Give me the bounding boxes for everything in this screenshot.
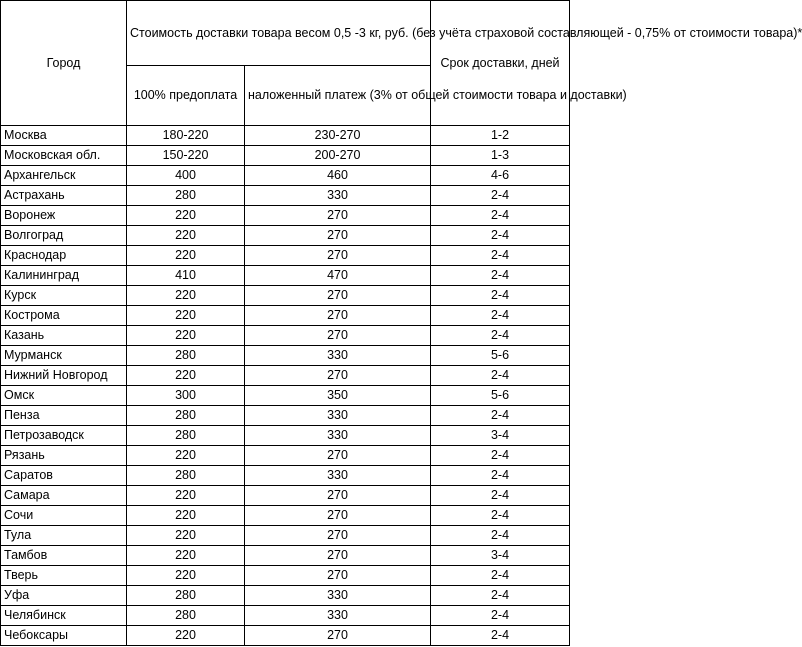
cod-cost-cell: 330 [245,466,431,486]
table-row [1,326,570,346]
prepayment-cost-cell: 150-220 [127,146,245,166]
table-row [1,486,570,506]
table-row [1,346,570,366]
table-row [1,266,570,286]
city-cell: Самара [1,486,127,506]
city-cell: Саратов [1,466,127,486]
prepayment-cost-cell: 280 [127,426,245,446]
prepayment-cost-cell: 220 [127,546,245,566]
cod-cost-cell: 330 [245,346,431,366]
delivery-term-cell: 1-3 [431,146,570,166]
table-row [1,626,570,646]
city-cell: Мурманск [1,346,127,366]
prepayment-cost-cell: 410 [127,266,245,286]
delivery-term-cell: 4-6 [431,166,570,186]
cod-cost-cell: 270 [245,546,431,566]
city-cell: Омск [1,386,127,406]
table-row [1,146,570,166]
delivery-term-cell: 2-4 [431,326,570,346]
delivery-term-cell: 2-4 [431,526,570,546]
delivery-term-cell: 1-2 [431,126,570,146]
table-row [1,366,570,386]
delivery-term-cell: 2-4 [431,206,570,226]
delivery-term-cell: 2-4 [431,226,570,246]
city-cell: Казань [1,326,127,346]
city-cell: Краснодар [1,246,127,266]
cod-cost-cell: 270 [245,566,431,586]
delivery-term-cell: 2-4 [431,626,570,646]
city-cell: Чебоксары [1,626,127,646]
city-cell: Архангельск [1,166,127,186]
table-header [1,1,802,126]
cod-cost-cell: 270 [245,486,431,506]
prepayment-cost-cell: 220 [127,506,245,526]
table-row [1,546,570,566]
city-cell: Петрозаводск [1,426,127,446]
prepayment-cost-cell: 220 [127,326,245,346]
city-cell: Курск [1,286,127,306]
table-row [1,606,570,626]
cod-cost-cell: 270 [245,626,431,646]
city-cell: Тверь [1,566,127,586]
cod-cost-cell: 330 [245,426,431,446]
cod-cost-cell: 460 [245,166,431,186]
prepayment-cost-cell: 220 [127,246,245,266]
city-cell: Тула [1,526,127,546]
header-city: Город [1,1,127,126]
delivery-term-cell: 2-4 [431,486,570,506]
prepayment-cost-cell: 180-220 [127,126,245,146]
delivery-term-cell: 2-4 [431,266,570,286]
delivery-term-cell: 2-4 [431,566,570,586]
table-row [1,306,570,326]
table-body [1,126,570,646]
cod-cost-cell: 270 [245,306,431,326]
prepayment-cost-cell: 220 [127,626,245,646]
prepayment-cost-cell: 280 [127,406,245,426]
city-cell: Москва [1,126,127,146]
prepayment-cost-cell: 400 [127,166,245,186]
city-cell: Нижний Новгород [1,366,127,386]
prepayment-cost-cell: 280 [127,186,245,206]
city-cell: Уфа [1,586,127,606]
city-cell: Калининград [1,266,127,286]
delivery-term-cell: 5-6 [431,346,570,366]
cod-cost-cell: 200-270 [245,146,431,166]
delivery-term-cell: 2-4 [431,506,570,526]
header-cash-on-delivery: наложенный платеж (3% от общей стоимости товара и доставки) [245,65,431,125]
city-cell: Пенза [1,406,127,426]
table-row [1,466,570,486]
prepayment-cost-cell: 220 [127,306,245,326]
cod-cost-cell: 270 [245,506,431,526]
table-row [1,446,570,466]
cod-cost-cell: 270 [245,326,431,346]
cod-cost-cell: 270 [245,366,431,386]
table-row [1,186,570,206]
delivery-term-cell: 2-4 [431,606,570,626]
prepayment-cost-cell: 220 [127,486,245,506]
prepayment-cost-cell: 220 [127,206,245,226]
prepayment-cost-cell: 280 [127,466,245,486]
prepayment-cost-cell: 220 [127,286,245,306]
table-row [1,566,570,586]
table-row [1,246,570,266]
delivery-term-cell: 5-6 [431,386,570,406]
table-row [1,586,570,606]
table-row [1,166,570,186]
prepayment-cost-cell: 300 [127,386,245,406]
header-prepayment: 100% предоплата [127,65,245,125]
prepayment-cost-cell: 280 [127,606,245,626]
city-cell: Рязань [1,446,127,466]
delivery-term-cell: 3-4 [431,546,570,566]
cod-cost-cell: 230-270 [245,126,431,146]
cod-cost-cell: 270 [245,446,431,466]
table-row [1,406,570,426]
table-row [1,126,570,146]
header-delivery-term: Срок доставки, дней [431,1,570,126]
prepayment-cost-cell: 220 [127,226,245,246]
delivery-term-cell: 2-4 [431,306,570,326]
cod-cost-cell: 330 [245,606,431,626]
delivery-term-cell: 2-4 [431,246,570,266]
delivery-term-cell: 3-4 [431,426,570,446]
city-cell: Волгоград [1,226,127,246]
cod-cost-cell: 330 [245,186,431,206]
prepayment-cost-cell: 280 [127,586,245,606]
prepayment-cost-cell: 220 [127,446,245,466]
city-cell: Сочи [1,506,127,526]
table-row [1,386,570,406]
table-row [1,506,570,526]
table-row [1,206,570,226]
cod-cost-cell: 470 [245,266,431,286]
city-cell: Кострома [1,306,127,326]
city-cell: Челябинск [1,606,127,626]
table-row [1,526,570,546]
prepayment-cost-cell: 220 [127,526,245,546]
cod-cost-cell: 330 [245,586,431,606]
cod-cost-cell: 270 [245,246,431,266]
header-delivery-cost: Стоимость доставки товара весом 0,5 -3 кг, руб. (без учёта страховой составляющей - 0,75% от стоимости товара)* [127,1,431,66]
cod-cost-cell: 270 [245,286,431,306]
delivery-term-cell: 2-4 [431,366,570,386]
delivery-term-cell: 2-4 [431,446,570,466]
prepayment-cost-cell: 220 [127,366,245,386]
cod-cost-cell: 330 [245,406,431,426]
cod-cost-cell: 270 [245,526,431,546]
cod-cost-cell: 270 [245,206,431,226]
prepayment-cost-cell: 280 [127,346,245,366]
cod-cost-cell: 350 [245,386,431,406]
delivery-term-cell: 2-4 [431,406,570,426]
city-cell: Московская обл. [1,146,127,166]
table-row [1,286,570,306]
city-cell: Воронеж [1,206,127,226]
prepayment-cost-cell: 220 [127,566,245,586]
table-row [1,226,570,246]
header-row-top [1,1,570,66]
cod-cost-cell: 270 [245,226,431,246]
delivery-term-cell: 2-4 [431,586,570,606]
city-cell: Тамбов [1,546,127,566]
table-row [1,426,570,446]
delivery-term-cell: 2-4 [431,466,570,486]
delivery-term-cell: 2-4 [431,286,570,306]
city-cell: Астрахань [1,186,127,206]
delivery-term-cell: 2-4 [431,186,570,206]
